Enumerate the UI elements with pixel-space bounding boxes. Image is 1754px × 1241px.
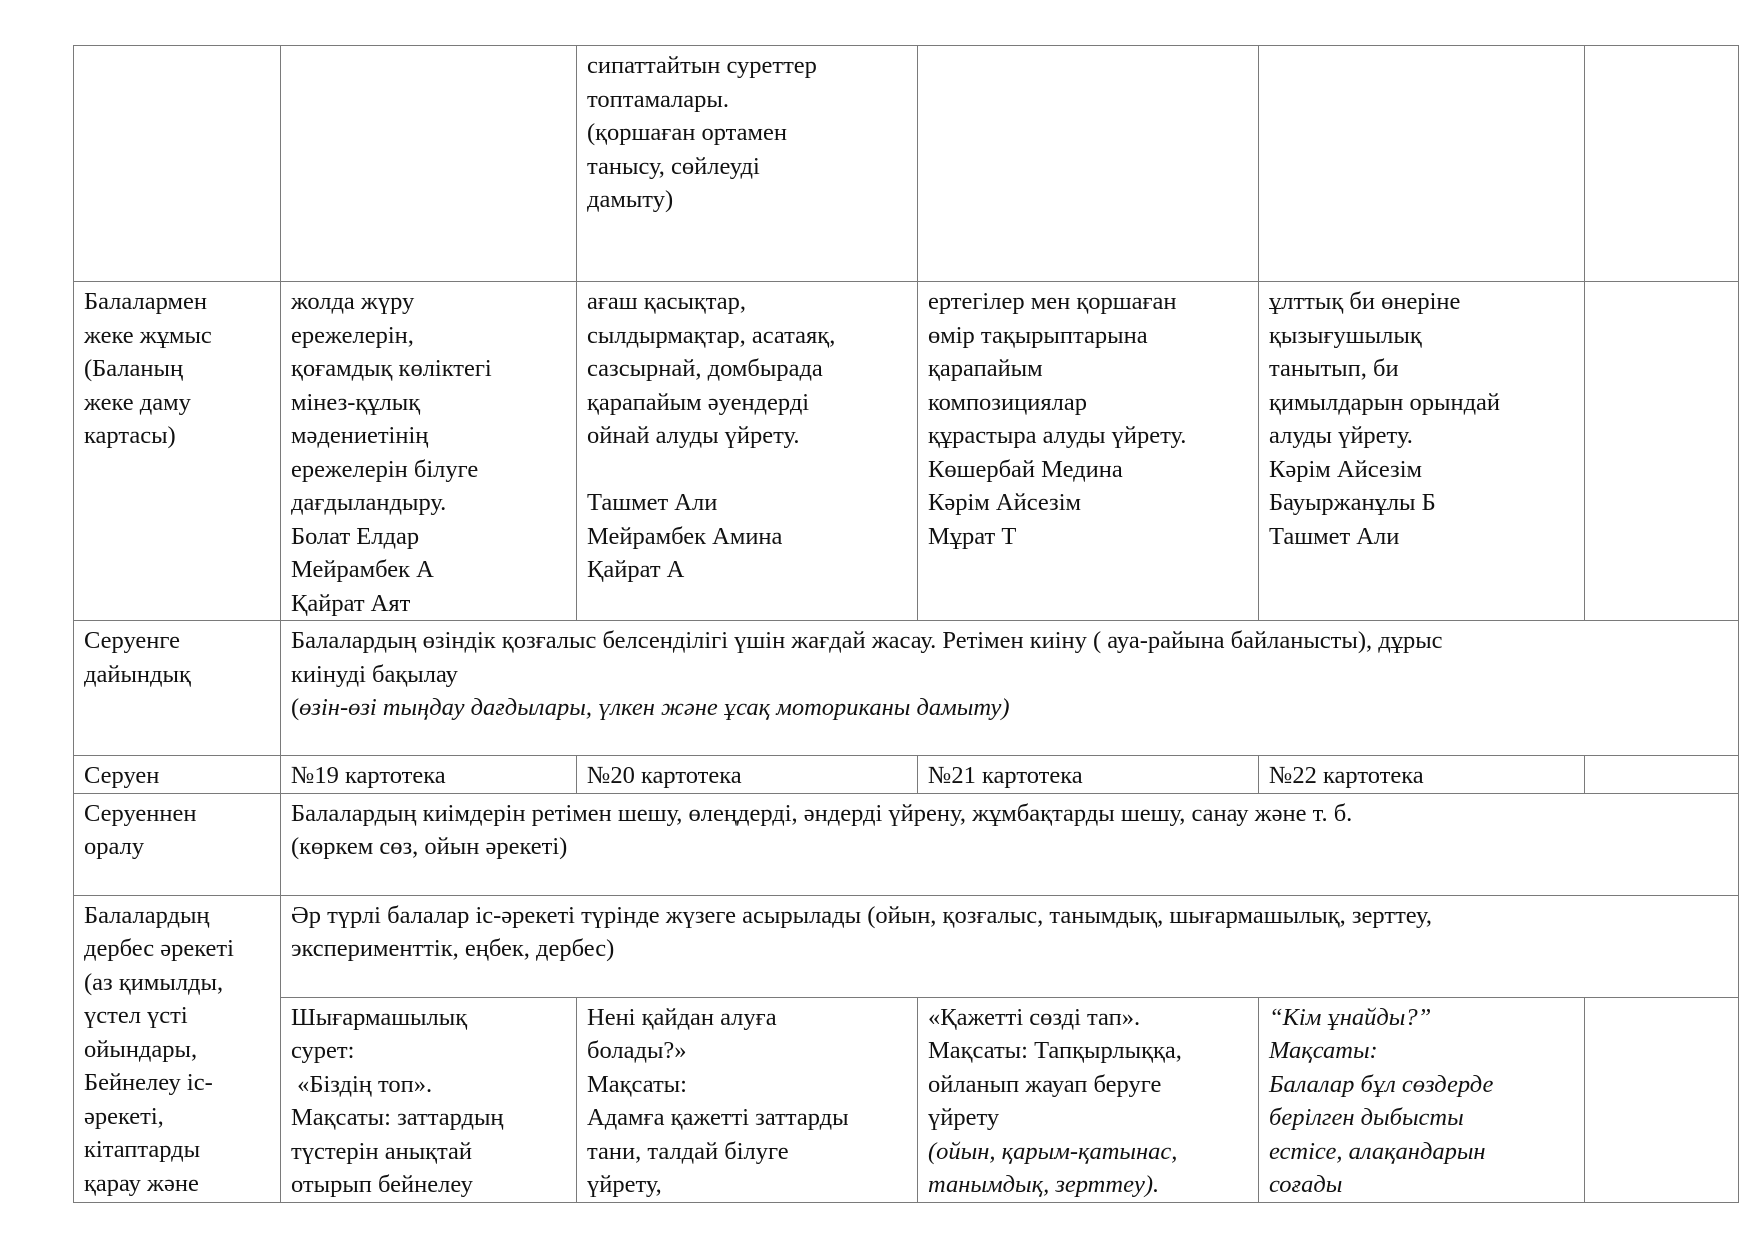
table-cell [281, 46, 577, 282]
table-cell [1585, 997, 1739, 1202]
table-cell: ағаш қасықтар, сылдырмақтар, асатаяқ, сазсырнай, домбырада қарапайым әуендерді ойнай алуды үйрету. Ташмет Али Мейрамбек Амина Қайрат А [577, 282, 918, 621]
table-row [74, 997, 1739, 1202]
table-cell [1585, 46, 1739, 282]
table-cell [1585, 282, 1739, 621]
row-label-walk-prep: Серуенге дайындық [74, 621, 281, 756]
table-cell [74, 46, 281, 282]
table-row [74, 282, 1739, 621]
table-row [74, 621, 1739, 756]
table-row [74, 895, 1739, 997]
spacer [587, 453, 907, 487]
table-cell [918, 46, 1259, 282]
table-cell: ертегілер мен қоршаған өмір тақырыптарына қарапайым композициялар құрастыра алуды үйрету. Көшербай Медина Кәрім Айсезім Мұрат Т [918, 282, 1259, 621]
row-label-independent-activity: Балалардың дербес әрекеті (аз қимылды, үстел үсті ойындары, Бейнелеу іс- әрекеті, кітаптарды қарау және [74, 895, 281, 1202]
table-cell: Балалардың өзіндік қозғалыс белсенділігі үшін жағдай жасау. Ретімен киіну ( ауа-райына байланысты), дұрыс киінуді бақылау (өзін-өзі тыңдау дағдылары, үлкен және ұсақ моториканы дамыту) [281, 621, 1739, 756]
table-cell: Нені қайдан алуға болады?» Мақсаты: Адамға қажетті заттарды тани, талдай білуге үйрету, [577, 997, 918, 1202]
table-cell: №21 картотека [918, 756, 1259, 794]
table-cell [1585, 756, 1739, 794]
table-cell: №20 картотека [577, 756, 918, 794]
table-cell: Балалардың киімдерін ретімен шешу, өлеңдерді, әндерді үйрену, жұмбақтарды шешу, санау және т. б. (көркем сөз, ойын әрекеті) [281, 793, 1739, 895]
row-label-walk: Серуен [74, 756, 281, 794]
table-cell: “Кім ұнайды?” Мақсаты: Балалар бұл сөздерде берілген дыбысты естісе, алақандарын соғады [1259, 997, 1585, 1202]
table-cell: жолда жүру ережелерін, қоғамдық көліктегі мінез-құлық мәдениетінің ережелерін білуге дағдыландыру. Болат Елдар Мейрамбек А Қайрат Аят [281, 282, 577, 621]
schedule-table [73, 45, 1739, 1203]
table-cell: Шығармашылық сурет: «Біздің топ». Мақсаты: заттардың түстерін анықтай отырып бейнелеу [281, 997, 577, 1202]
table-cell: №22 картотека [1259, 756, 1585, 794]
table-cell: сипаттайтын суреттер топтамалары. (қоршаған ортамен танысу, сөйлеуді дамыту) [577, 46, 918, 282]
table-row [74, 46, 1739, 282]
table-row [74, 756, 1739, 794]
row-label-return: Серуеннен оралу [74, 793, 281, 895]
table-cell: ұлттық би өнеріне қызығушылық танытып, би қимылдарын орындай алуды үйрету. Кәрім Айсезім Бауыржанұлы Б Ташмет Али [1259, 282, 1585, 621]
row-label-individual-work: Балалармен жеке жұмыс (Баланың жеке даму картасы) [74, 282, 281, 621]
table-cell: №19 картотека [281, 756, 577, 794]
table-cell [1259, 46, 1585, 282]
table-cell: «Қажетті сөзді тап». Мақсаты: Тапқырлыққа, ойланып жауап беруге үйрету (ойын, қарым-қатынас, танымдық, зерттеу). [918, 997, 1259, 1202]
table-cell: Әр түрлі балалар іс-әрекеті түрінде жүзеге асырылады (ойын, қозғалыс, танымдық, шығармашылық, зерттеу, эксперименттік, еңбек, дербес) [281, 895, 1739, 997]
table-row [74, 793, 1739, 895]
